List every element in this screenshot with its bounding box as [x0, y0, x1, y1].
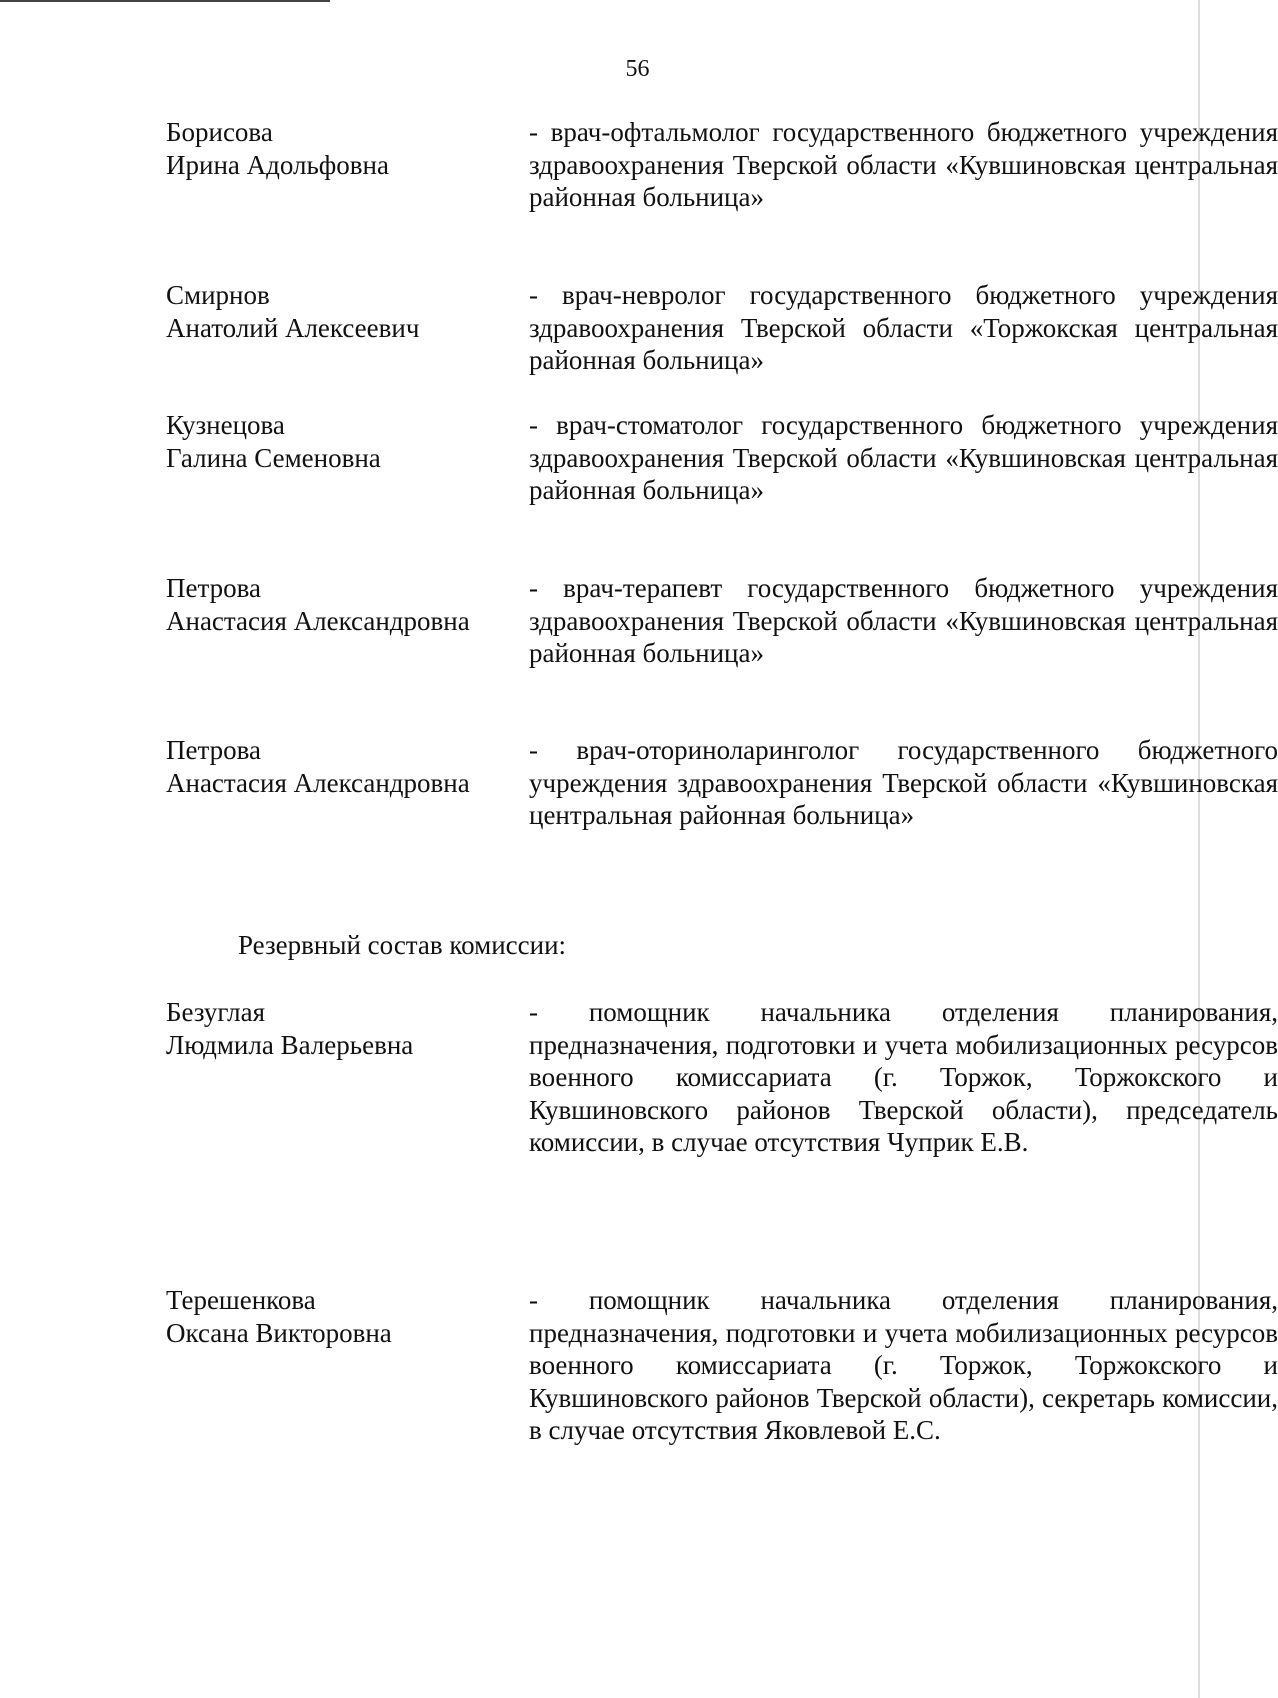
member-surname: Петрова [166, 573, 261, 603]
page-number: 56 [625, 56, 650, 82]
member-name [166, 279, 506, 344]
member-role: - помощник начальника отделения планирования, предназначения, подготовки и учета мобилизационных ресурсов военного комиссариата (г. Торжок, Торжокского и Кувшиновского районов Тверской области), председатель комиссии, в случае отсутствия Чуприк Е.В. [529, 997, 1278, 1157]
member-given-names: Ирина Адольфовна [166, 149, 389, 180]
member-surname: Борисова [166, 117, 273, 147]
member-surname: Кузнецова [166, 410, 285, 440]
member-role: - врач-офтальмолог государственного бюджетного учреждения здравоохранения Тверской области «Кувшиновская центральная районная больница» [529, 117, 1278, 212]
member-role: - врач-невролог государственного бюджетного учреждения здравоохранения Тверской области «Торжокская центральная районная больница» [529, 280, 1278, 375]
member-surname: Смирнов [166, 280, 270, 310]
member-role: - врач-терапевт государственного бюджетного учреждения здравоохранения Тверской области «Кувшиновская центральная районная больница» [529, 573, 1278, 668]
member-name [166, 572, 506, 637]
member-name [166, 734, 506, 799]
scan-artifact-top-line [0, 0, 330, 2]
reserve-section-heading: Резервный состав комиссии: [238, 930, 567, 960]
member-given-names: Анастасия Александровна [166, 605, 470, 636]
member-surname: Терешенкова [166, 1285, 316, 1315]
member-name [166, 1284, 506, 1349]
member-given-names: Анатолий Алексеевич [166, 312, 420, 343]
member-given-names: Анастасия Александровна [166, 767, 470, 798]
member-given-names: Людмила Валерьевна [166, 1029, 414, 1060]
member-role: - врач-стоматолог государственного бюджетного учреждения здравоохранения Тверской области «Кувшиновская центральная районная больница» [529, 410, 1278, 505]
member-name [166, 409, 506, 474]
member-surname: Петрова [166, 735, 261, 765]
member-given-names: Оксана Викторовна [166, 1317, 392, 1348]
member-role: - врач-оториноларинголог государственного бюджетного учреждения здравоохранения Тверской области «Кувшиновская центральная районная больница» [529, 735, 1278, 830]
member-surname: Безуглая [166, 997, 265, 1027]
member-name [166, 116, 506, 181]
member-name [166, 996, 506, 1061]
member-given-names: Галина Семеновна [166, 442, 381, 473]
member-role: - помощник начальника отделения планирования, предназначения, подготовки и учета мобилизационных ресурсов военного комиссариата (г. Торжок, Торжокского и Кувшиновского районов Тверской области), секретарь комиссии, в случае отсутствия Яковлевой Е.С. [529, 1285, 1278, 1445]
